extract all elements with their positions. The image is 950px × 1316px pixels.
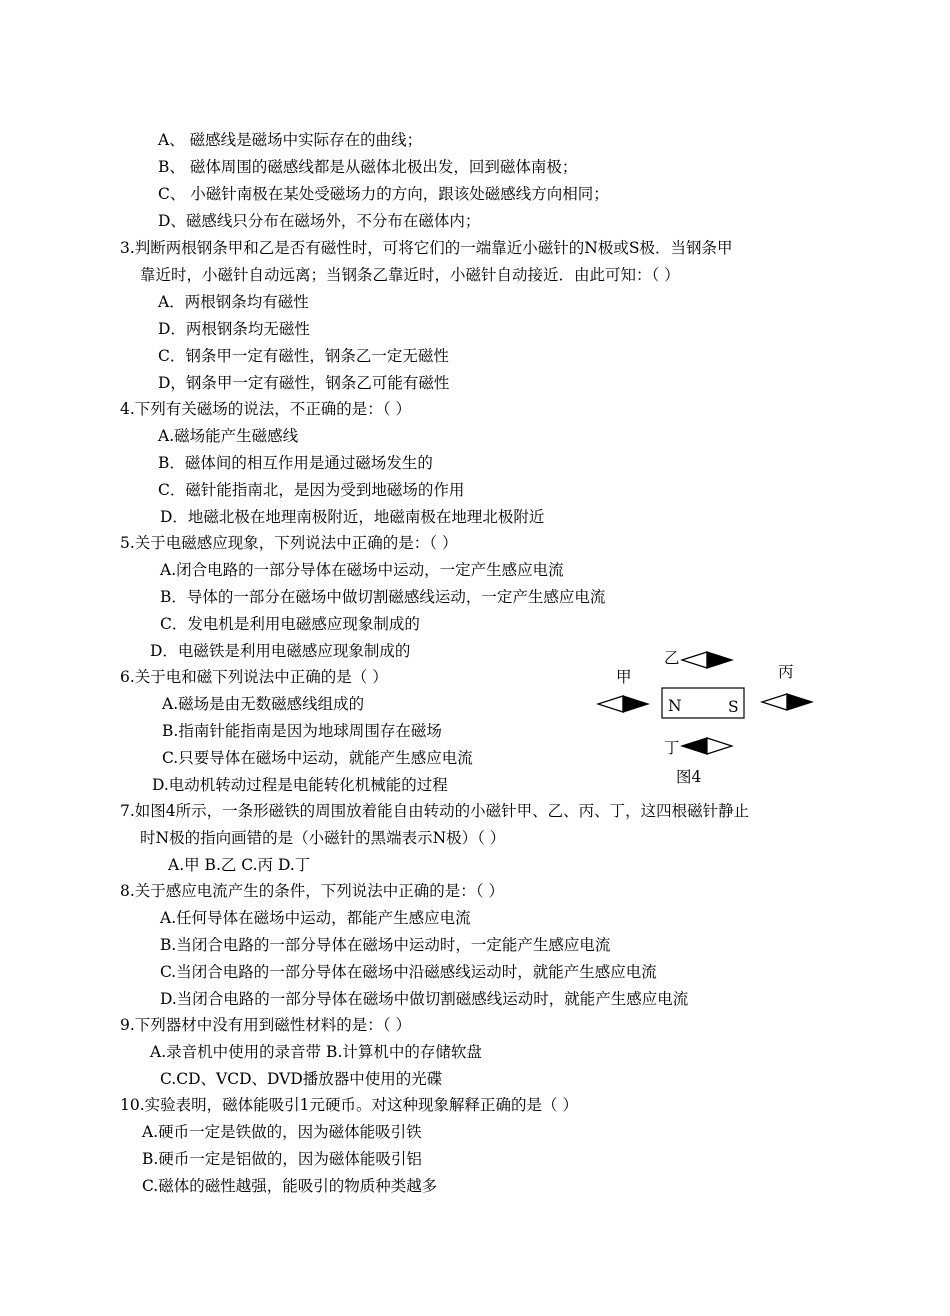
text-line: C.CD、VCD、DVD播放器中使用的光碟 xyxy=(160,1070,443,1088)
question-4-stem: 4.下列有关磁场的说法，不正确的是：（ ） xyxy=(120,400,411,418)
magnet-pole-n: N xyxy=(668,697,682,715)
magnet-figure xyxy=(592,642,822,792)
text-line: D.电动机转动过程是电能转化机械能的过程 xyxy=(152,776,448,794)
text-line: D.当闭合电路的一部分导体在磁场中做切割磁感线运动时，就能产生感应电流 xyxy=(160,990,689,1008)
text-line: D，钢条甲一定有磁性，钢条乙可能有磁性 xyxy=(158,374,450,392)
text-line: A．两根钢条均有磁性 xyxy=(158,293,309,311)
question-5-stem: 5.关于电磁感应现象，下列说法中正确的是：（ ） xyxy=(120,534,458,552)
text-line: C．发电机是利用电磁感应现象制成的 xyxy=(160,615,420,633)
question-6-stem: 6.关于电和磁下列说法中正确的是（ ） xyxy=(120,668,388,686)
text-line: B.指南针能指南是因为地球周围存在磁场 xyxy=(162,722,442,740)
text-line: 靠近时，小磁针自动远离；当钢条乙靠近时，小磁针自动接近．由此可知：（ ） xyxy=(140,266,680,284)
compass-needle-bing xyxy=(762,694,812,710)
text-line: D．电磁铁是利用电磁感应现象制成的 xyxy=(150,642,411,660)
compass-needle-ding xyxy=(682,738,732,754)
text-line: C、 小磁针南极在某处受磁场力的方向，跟该处磁感线方向相同； xyxy=(158,185,609,203)
compass-needle-jia xyxy=(598,696,648,712)
text-line: A.任何导体在磁场中运动，都能产生感应电流 xyxy=(160,909,471,927)
text-line: A.硬币一定是铁做的，因为磁体能吸引铁 xyxy=(142,1123,422,1141)
text-line: C．磁针能指南北，是因为受到地磁场的作用 xyxy=(158,481,465,499)
text-line: B.硬币一定是铝做的，因为磁体能吸引铝 xyxy=(142,1150,422,1168)
text-line: A.闭合电路的一部分导体在磁场中运动，一定产生感应电流 xyxy=(160,561,564,579)
text-line: A.甲 B.乙 C.丙 D.丁 xyxy=(168,856,311,874)
text-line: B．导体的一部分在磁场中做切割磁感线运动，一定产生感应电流 xyxy=(160,588,606,606)
question-10-stem: 10.实验表明，磁体能吸引1元硬币。对这种现象解释正确的是（ ） xyxy=(120,1096,578,1114)
text-line: A.录音机中使用的录音带 B.计算机中的存储软盘 xyxy=(150,1043,482,1061)
figure-caption: 图4 xyxy=(676,768,702,786)
text-line: A、 磁感线是磁场中实际存在的曲线； xyxy=(158,131,423,149)
question-7-stem: 7.如图4所示，一条形磁铁的周围放着能自由转动的小磁针甲、乙、丙、丁，这四根磁针静止 xyxy=(120,802,750,820)
text-line: D．两根钢条均无磁性 xyxy=(158,320,310,338)
text-line: C.当闭合电路的一部分导体在磁场中沿磁感线运动时，就能产生感应电流 xyxy=(160,963,657,981)
text-line: A.磁场是由无数磁感线组成的 xyxy=(162,695,365,713)
text-line: B、 磁体周围的磁感线都是从磁体北极出发，回到磁体南极； xyxy=(158,158,578,176)
question-9-stem: 9.下列器材中没有用到磁性材料的是：（ ） xyxy=(120,1016,411,1034)
text-line: C.只要导体在磁场中运动，就能产生感应电流 xyxy=(162,749,473,767)
text-line: D．地磁北极在地理南极附近，地磁南极在地理北极附近 xyxy=(160,508,545,526)
needle-label-jia: 甲 xyxy=(616,668,632,686)
text-line: A.磁场能产生磁感线 xyxy=(158,427,299,445)
question-3-stem: 3.判断两根钢条甲和乙是否有磁性时，可将它们的一端靠近小磁针的N极或S极．当钢条甲 xyxy=(120,239,733,257)
text-line: C．钢条甲一定有磁性，钢条乙一定无磁性 xyxy=(158,347,449,365)
needle-label-yi: 乙 xyxy=(664,649,680,667)
text-line: D、磁感线只分布在磁场外，不分布在磁体内； xyxy=(158,212,481,230)
magnet-pole-s: S xyxy=(728,698,739,716)
question-8-stem: 8.关于感应电流产生的条件，下列说法中正确的是：（ ） xyxy=(120,882,504,900)
text-line: B．磁体间的相互作用是通过磁场发生的 xyxy=(158,454,433,472)
text-line: 时N极的指向画错的是（小磁针的黑端表示N极）（ ） xyxy=(140,829,506,847)
text-line: B.当闭合电路的一部分导体在磁场中运动时，一定能产生感应电流 xyxy=(160,936,611,954)
needle-label-ding: 丁 xyxy=(664,739,680,757)
needle-label-bing: 丙 xyxy=(778,663,794,681)
compass-needle-yi xyxy=(682,652,732,668)
text-line: C.磁体的磁性越强，能吸引的物质种类越多 xyxy=(142,1177,438,1195)
